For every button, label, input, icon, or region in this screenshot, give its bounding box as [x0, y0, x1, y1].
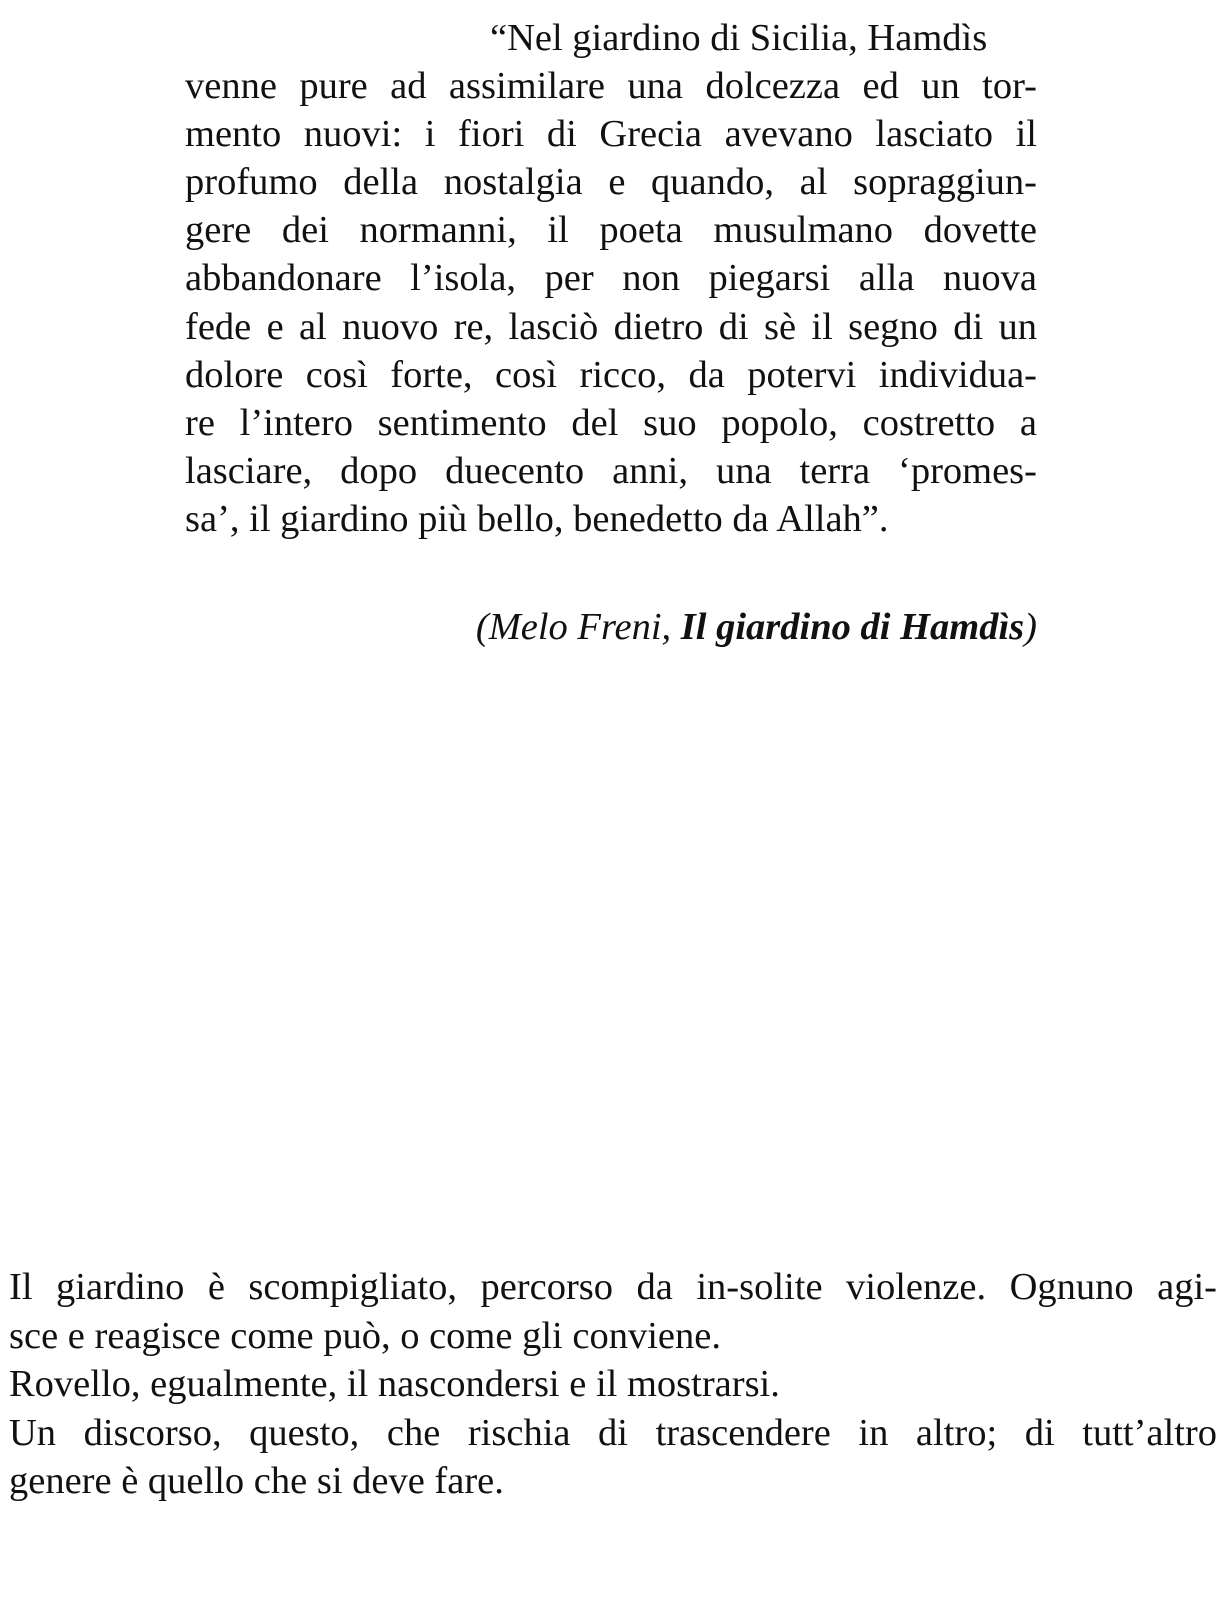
- body-line: Il giardino è scompigliato, percorso da in-solite violenze. Ognuno agi-: [9, 1266, 1217, 1308]
- quote-attribution: [476, 603, 1037, 651]
- attribution-close-paren: ): [1024, 606, 1037, 648]
- body-line: genere è quello che si deve fare.: [9, 1460, 504, 1503]
- quote-line: profumo della nostalgia e quando, al sopraggiun-: [185, 161, 1037, 204]
- quote-line: dolore così forte, così ricco, da potervi individua-: [185, 353, 1037, 396]
- epigraph-quote: [185, 14, 1037, 543]
- quote-line: venne pure ad assimilare una dolcezza ed un tor-: [185, 65, 1037, 108]
- attribution-title: Il giardino di Hamdìs: [680, 606, 1025, 648]
- quote-line: “Nel giardino di Sicilia, Hamdìs: [490, 17, 988, 59]
- quote-line: fede e al nuovo re, lasciò dietro di sè il segno di un: [185, 305, 1037, 348]
- quote-line: mento nuovi: i fiori di Grecia avevano lasciato il: [185, 113, 1037, 156]
- body-line: sce e reagisce come può, o come gli conviene.: [9, 1314, 721, 1357]
- quote-line: gere dei normanni, il poeta musulmano dovette: [185, 209, 1037, 252]
- attribution-open-paren: (: [475, 606, 489, 648]
- quote-line: lasciare, dopo duecento anni, una terra ‘promes-: [185, 449, 1037, 492]
- body-line: Rovello, egualmente, il nascondersi e il mostrarsi.: [9, 1363, 780, 1406]
- quote-line: re l’intero sentimento del suo popolo, costretto a: [185, 401, 1037, 444]
- body-line: Un discorso, questo, che rischia di trascendere in altro; di tutt’altro: [9, 1411, 1217, 1454]
- quote-line: abbandonare l’isola, per non piegarsi alla nuova: [185, 257, 1037, 300]
- body-paragraph: [9, 1263, 1217, 1506]
- quote-line: sa’, il giardino più bello, benedetto da Allah”.: [185, 497, 889, 540]
- attribution-author: Melo Freni,: [488, 606, 681, 648]
